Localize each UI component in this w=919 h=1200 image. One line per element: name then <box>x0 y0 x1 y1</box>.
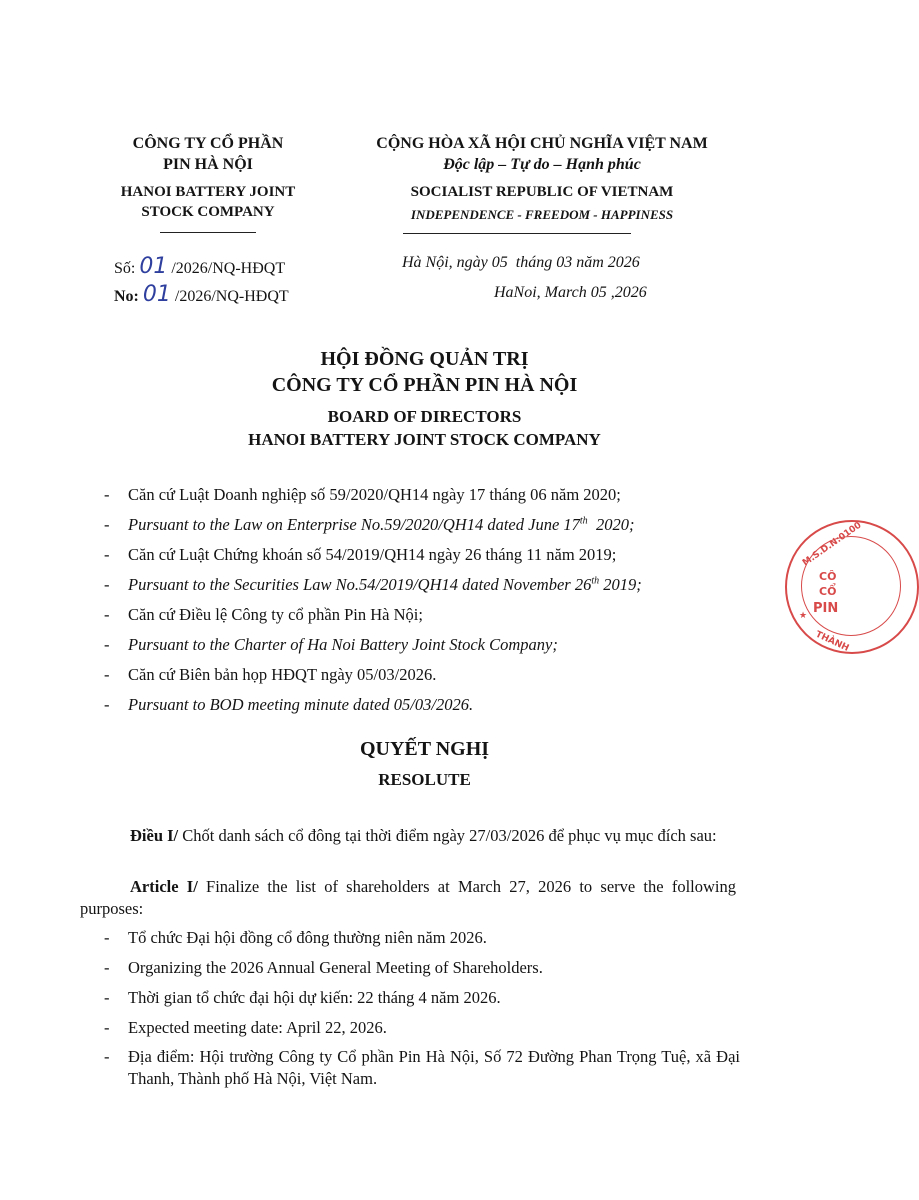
title-company-vi: CÔNG TY CỔ PHẦN PIN HÀ NỘI <box>271 374 578 396</box>
purpose-item: - Địa điểm: Hội trường Công ty Cổ phần Pin Hà Nội, Số 72 Đường Phan Trọng Tuệ, xã Đại Thanh, Thành phố Hà Nội, Việt Nam. <box>104 1047 740 1088</box>
header-right-divider <box>403 233 631 234</box>
company-name-vi-line1: CÔNG TY CỔ PHẦN <box>132 135 284 152</box>
document-number-en <box>114 282 289 307</box>
resolve-heading-en: RESOLUTE <box>378 770 471 789</box>
legal-basis-item: - Căn cứ Luật Chứng khoán số 54/2019/QH14 ngày 26 tháng 11 năm 2019; <box>104 545 617 564</box>
svg-text:PIN: PIN <box>813 601 839 616</box>
motto-vi: Độc lập – Tự do – Hạnh phúc <box>443 156 641 173</box>
document-date-vi: Hà Nội, ngày 05 tháng 03 năm 2026 <box>402 254 640 271</box>
purpose-item: - Tổ chức Đại hội đồng cổ đông thường niên năm 2026. <box>104 928 487 947</box>
motto-en: INDEPENDENCE - FREEDOM - HAPPINESS <box>410 207 674 222</box>
country-name-vi: CỘNG HÒA XÃ HỘI CHỦ NGHĨA VIỆT NAM <box>376 135 708 152</box>
svg-text:THÀNH: THÀNH <box>813 629 851 654</box>
so-label: Số: <box>114 260 136 277</box>
document-number-vi <box>114 254 285 279</box>
svg-text:M.S.D.N:0100: M.S.D.N:0100 <box>800 520 864 569</box>
purpose-item: - Thời gian tổ chức đại hội dự kiến: 22 tháng 4 năm 2026. <box>104 988 501 1007</box>
legal-basis-item: - Pursuant to the Charter of Ha Noi Battery Joint Stock Company; <box>104 635 558 654</box>
number-suffix: /2026/NQ-HĐQT <box>171 260 286 277</box>
article-1-en: Article I/ Finalize the list of shareholders at March 27, 2026 to serve the following purposes: <box>80 877 736 918</box>
legal-basis-item: - Pursuant to the Securities Law No.54/2019/QH14 dated November 26th 2019; <box>104 575 642 594</box>
title-board-en: BOARD OF DIRECTORS <box>327 407 522 426</box>
legal-basis-item: - Căn cứ Điều lệ Công ty cổ phần Pin Hà Nội; <box>104 605 423 624</box>
company-name-en-line1: HANOI BATTERY JOINT <box>120 184 296 200</box>
article-1-vi: Điều I/ Chốt danh sách cổ đông tại thời điểm ngày 27/03/2026 để phục vụ mục đích sau: <box>130 826 717 845</box>
svg-text:CỔ: CỔ <box>819 585 837 598</box>
legal-basis-item: - Căn cứ Luật Doanh nghiệp số 59/2020/QH14 ngày 17 tháng 06 năm 2020; <box>104 485 621 504</box>
legal-basis-item: - Pursuant to BOD meeting minute dated 05/03/2026. <box>104 695 474 714</box>
country-name-en: SOCIALIST REPUBLIC OF VIETNAM <box>410 184 674 200</box>
title-board-vi: HỘI ĐỒNG QUẢN TRỊ <box>320 348 529 370</box>
company-name-vi-line2: PIN HÀ NỘI <box>163 156 253 173</box>
company-name-en-line2: STOCK COMPANY <box>141 204 275 220</box>
legal-basis-item: - Pursuant to the Law on Enterprise No.59/2020/QH14 dated June 17th 2020; <box>104 515 635 534</box>
purpose-item: - Expected meeting date: April 22, 2026. <box>104 1018 387 1037</box>
handwritten-number: 01 <box>139 254 168 279</box>
handwritten-number: 01 <box>142 282 171 307</box>
svg-text:CÔ: CÔ <box>819 570 837 583</box>
header-left-divider <box>160 232 256 233</box>
legal-basis-item: - Căn cứ Biên bản họp HĐQT ngày 05/03/2026. <box>104 665 437 684</box>
title-company-en: HANOI BATTERY JOINT STOCK COMPANY <box>248 430 601 449</box>
resolve-heading-vi: QUYẾT NGHỊ <box>359 738 490 760</box>
no-label: No: <box>114 288 139 305</box>
svg-text:★: ★ <box>799 611 808 621</box>
seal-graphic <box>785 520 915 654</box>
purpose-item: - Organizing the 2026 Annual General Meeting of Shareholders. <box>104 958 543 977</box>
company-seal <box>785 520 919 654</box>
number-suffix: /2026/NQ-HĐQT <box>174 288 289 305</box>
document-date-en: HaNoi, March 05 ,2026 <box>494 284 647 301</box>
